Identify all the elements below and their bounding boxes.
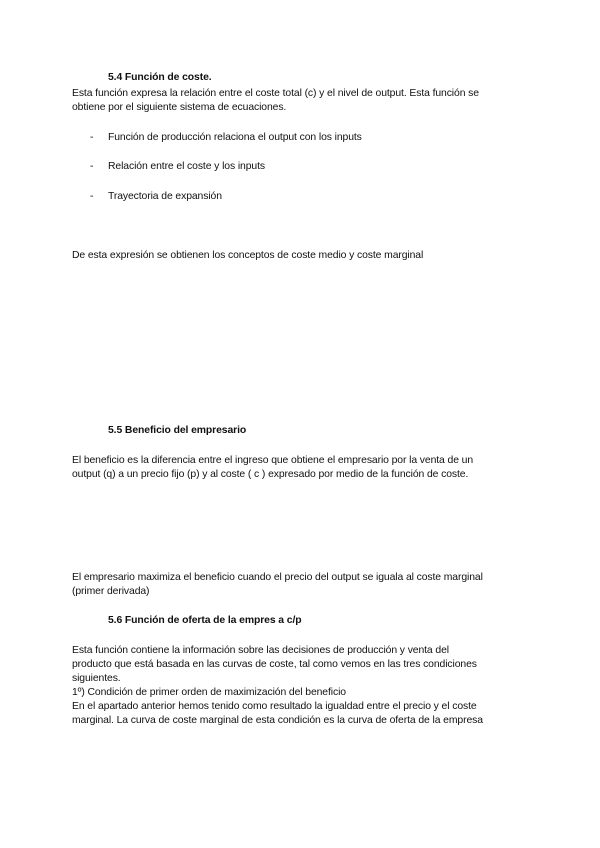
- paragraph-line: Esta función contiene la información sobre las decisiones de producción y venta del: [72, 645, 449, 656]
- bullet-item: Trayectoria de expansión: [108, 191, 222, 202]
- paragraph-line: output (q) a un precio fijo (p) y al coste ( c ) expresado por medio de la función de coste.: [72, 469, 469, 480]
- section-heading-5-4: 5.4 Función de coste.: [108, 72, 212, 83]
- paragraph-line: marginal. La curva de coste marginal de esta condición es la curva de oferta de la empresa: [72, 715, 483, 726]
- section-heading-5-6: 5.6 Función de oferta de la empres a c/p: [108, 615, 302, 626]
- paragraph-line: Esta función expresa la relación entre el coste total (c) y el nivel de output. Esta función se: [72, 88, 479, 99]
- bullet-marker: -: [90, 132, 94, 143]
- bullet-item: Relación entre el coste y los inputs: [108, 161, 265, 172]
- bullet-marker: -: [90, 191, 94, 202]
- paragraph-line: El empresario maximiza el beneficio cuando el precio del output se iguala al coste marginal: [72, 572, 483, 583]
- paragraph-line: (primer derivada): [72, 586, 150, 597]
- paragraph-line: siguientes.: [72, 673, 121, 684]
- paragraph-line: De esta expresión se obtienen los conceptos de coste medio y coste marginal: [72, 250, 424, 261]
- bullet-marker: -: [90, 161, 94, 172]
- paragraph-line: producto que está basada en las curvas de coste, tal como vemos en las tres condiciones: [72, 659, 477, 670]
- paragraph-line: En el apartado anterior hemos tenido como resultado la igualdad entre el precio y el coste: [72, 701, 477, 712]
- paragraph-line: obtiene por el siguiente sistema de ecuaciones.: [72, 102, 287, 113]
- paragraph-line: El beneficio es la diferencia entre el ingreso que obtiene el empresario por la venta de un: [72, 455, 474, 466]
- paragraph-line: 1º) Condición de primer orden de maximización del beneficio: [72, 687, 346, 698]
- section-heading-5-5: 5.5 Beneficio del empresario: [108, 425, 247, 436]
- bullet-item: Función de producción relaciona el output con los inputs: [108, 132, 362, 143]
